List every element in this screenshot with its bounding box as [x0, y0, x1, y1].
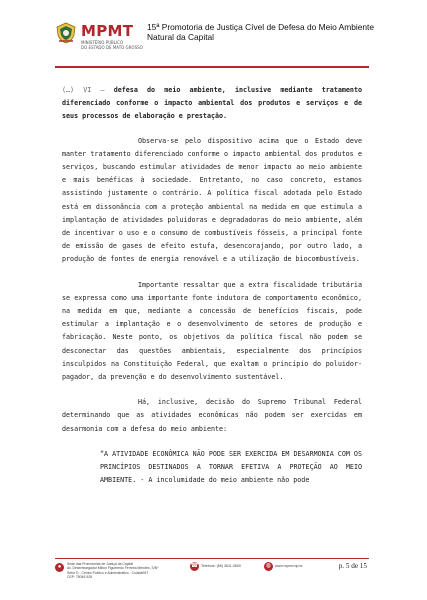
header-title: 15ª Promotoria de Justiça Cível de Defesa do Meio Ambiente Natural da Capital	[147, 22, 375, 42]
footer-divider	[55, 558, 369, 559]
logo-subtitle: MINISTÉRIO PÚBLICO	[81, 40, 124, 45]
footer-address	[67, 562, 158, 580]
page-number: p. 5 de 15	[338, 562, 367, 570]
lead-text: defesa do meio ambiente, inclusive mediante tratamento diferenciado conforme o impacto ambiental dos produtos e serviços e de seus processos de elaboração e prestação.	[62, 86, 363, 121]
court-quote: “A ATIVIDADE ECONÔMICA NÃO PODE SER EXERCIDA EM DESARMONIA COM OS PRINCÍPIOS DESTINADOS A TORNAR EFETIVA A PROTEÇÃO AO MEIO AMBIENTE. - A incolumidade do meio ambiente não pode	[100, 449, 362, 485]
logo-text: MPMT	[81, 22, 134, 40]
address-line: Av. Desembargador Milton Figueiredo Ferreira Mendes, S/Nº	[67, 566, 159, 571]
lead-prefix: (…) VI –	[62, 86, 105, 94]
address-line: Sede das Promotorias de Justiça da Capital	[67, 562, 133, 566]
legal-quote-lead	[62, 84, 362, 124]
mpmt-logo	[55, 18, 145, 62]
phone-icon: ☎	[190, 563, 199, 569]
document-body	[62, 84, 362, 487]
globe-icon: ◍	[265, 563, 272, 569]
location-icon: ●	[55, 563, 64, 572]
header-divider	[55, 66, 369, 68]
address-line: CEP: 78049-928	[67, 575, 93, 580]
paragraph-2: Importante ressaltar que a extra fiscalidade tributária se expressa como uma importante fonte indutora de comportamento econômico, na medida em que, mediante a concessão de benefícios fiscais, pode estimular a implantação e o desenvolvimento de setores de produção e fabricação. Neste ponto, os objetivos da política fiscal não podem se desconectar das questões ambientais, especialmente dos princípios insculpidos na Constituição Federal, que exaltam o princípio do poluidor-pagador, da prevenção e do desenvolvimento sustentável.	[62, 280, 362, 382]
coat-of-arms-icon	[55, 22, 77, 44]
page-footer	[55, 562, 369, 586]
page-header	[55, 18, 415, 62]
logo-subtitle-2: DO ESTADO DE MATO GROSSO	[81, 45, 143, 50]
footer-phone: Telefone: (65) 3611-0600	[201, 564, 241, 568]
address-line: Setor D - Centro Político e Administrativo - Cuiabá/MT	[67, 570, 149, 575]
paragraph-1: Observa-se pelo dispositivo acima que o Estado deve manter tratamento diferenciado conforme o impacto ambiental dos produtos e serviços, buscando estimular atividades de menor impacto ao meio ambiente e mais benéficas à sociedade. Entretanto, no caso concreto, estamos assistindo justamente o contrário. A política fiscal adotada pelo Estado está em dissonância com a proteção ambiental na medida em que estimula a implantação de atividades poluidoras e degradadoras do meio ambiente, além de incentivar o uso e o consumo de combustíveis fósseis, a principal fonte de emissão de gases de efeito estufa, desencorajando, por outro lado, a produção de fontes de energia renovável e a utilização de biocombustíveis.	[62, 136, 362, 264]
footer-website-link[interactable]: www.mpmt.mp.br	[275, 564, 303, 568]
paragraph-3: Há, inclusive, decisão do Supremo Tribunal Federal determinando que as atividades econômicas não podem ser exercidas em desarmonia com a defesa do meio ambiente:	[62, 398, 362, 433]
